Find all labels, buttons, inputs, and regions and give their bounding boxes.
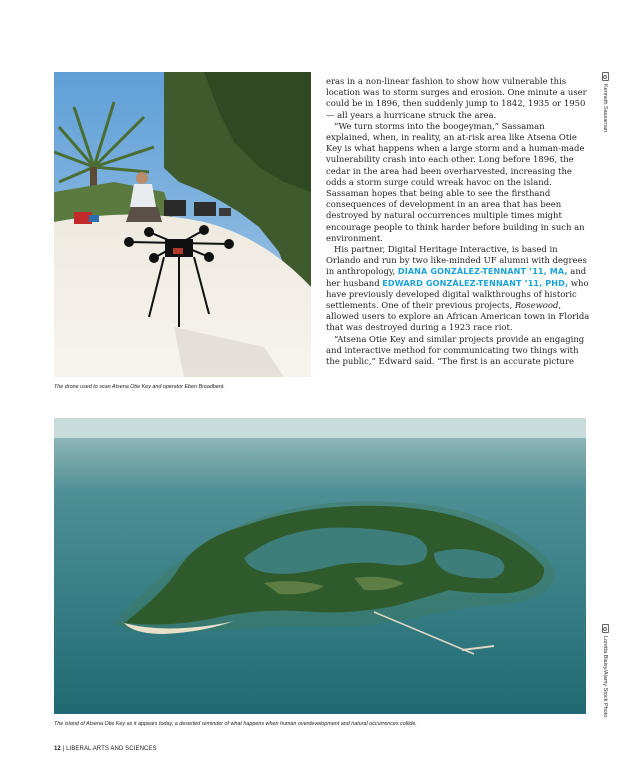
bottom-photo-caption: The island of Atsena Otie Key as it appears today, a deserted reminder of what happens when human overdevelopment and natural occurrences collide. [54, 721, 417, 727]
paragraph-text: , allowed users to explore an African American town in Florida that was destroyed during a 1923 race riot. [326, 300, 590, 333]
bottom-photo-credit: Loretta Blaisy/Alamy Stock Photo [602, 624, 609, 717]
island-aerial-photo [54, 418, 586, 714]
article-paragraph [326, 121, 590, 244]
paragraph-text: “We turn storms into the boogeyman,” Sassaman explained, when, in reality, an at-risk area like Atsena Otie Key is what happens when a large storm and a human-made vulnerability crash into each other. Long before 1896, the cedar in the area had been overharvested, increasing the odds a storm surge could wreak havoc on the island. Sassaman hopes that being able to see the firsthand consequences of development in an area that has been destroyed by natural occurrences multiple times might encourage people to think harder before building in such an environment. [326, 120, 585, 243]
paragraph-text: and her husband [326, 266, 587, 288]
paragraph-text: “Atsena Otie Key and similar projects provide an engaging and interactive method for communicating two things with the public,” Edward said. “The first is an accurate picture [326, 333, 585, 367]
person-name-highlight: EDWARD GONZÁLEZ-TENNANT ’11, PHD, [382, 277, 569, 288]
person-name-highlight: DIANA GONZÁLEZ-TENNANT ’11, MA, [397, 266, 568, 277]
camera-icon [602, 624, 609, 633]
paragraph-text: eras in a non-linear fashion to show how vulnerable this location was to storm surges and erosion. One minute a user could be in 1896, then suddenly jump to 1842, 1935 or 1950 — all years a hurricane struck the area. [326, 76, 587, 120]
footer-section: LIBERAL ARTS AND SCIENCES [66, 746, 157, 752]
page-footer [54, 746, 157, 752]
article-paragraph [326, 334, 590, 368]
drone-photo [54, 72, 311, 377]
camera-icon [602, 72, 609, 81]
article-paragraph [326, 76, 590, 121]
paragraph-text: His partner, Digital Heritage Interactive, is based in Orlando and run by two like-minded UF alumni with degrees in anthropology, [326, 244, 587, 277]
project-title: Rosewood [514, 300, 559, 311]
article-paragraph [326, 244, 590, 334]
article-body [326, 76, 590, 367]
top-photo-caption: The drone used to scan Atsena Otie Key and operator Eben Broadbent. [54, 384, 225, 390]
paragraph-text: who have previously developed digital walkthroughs of historic settlements. One of their previous projects, [326, 277, 589, 311]
page-number: 12 [54, 746, 61, 752]
footer-separator: | [62, 746, 65, 752]
top-photo-credit: Kenneth Sassaman [602, 72, 609, 132]
